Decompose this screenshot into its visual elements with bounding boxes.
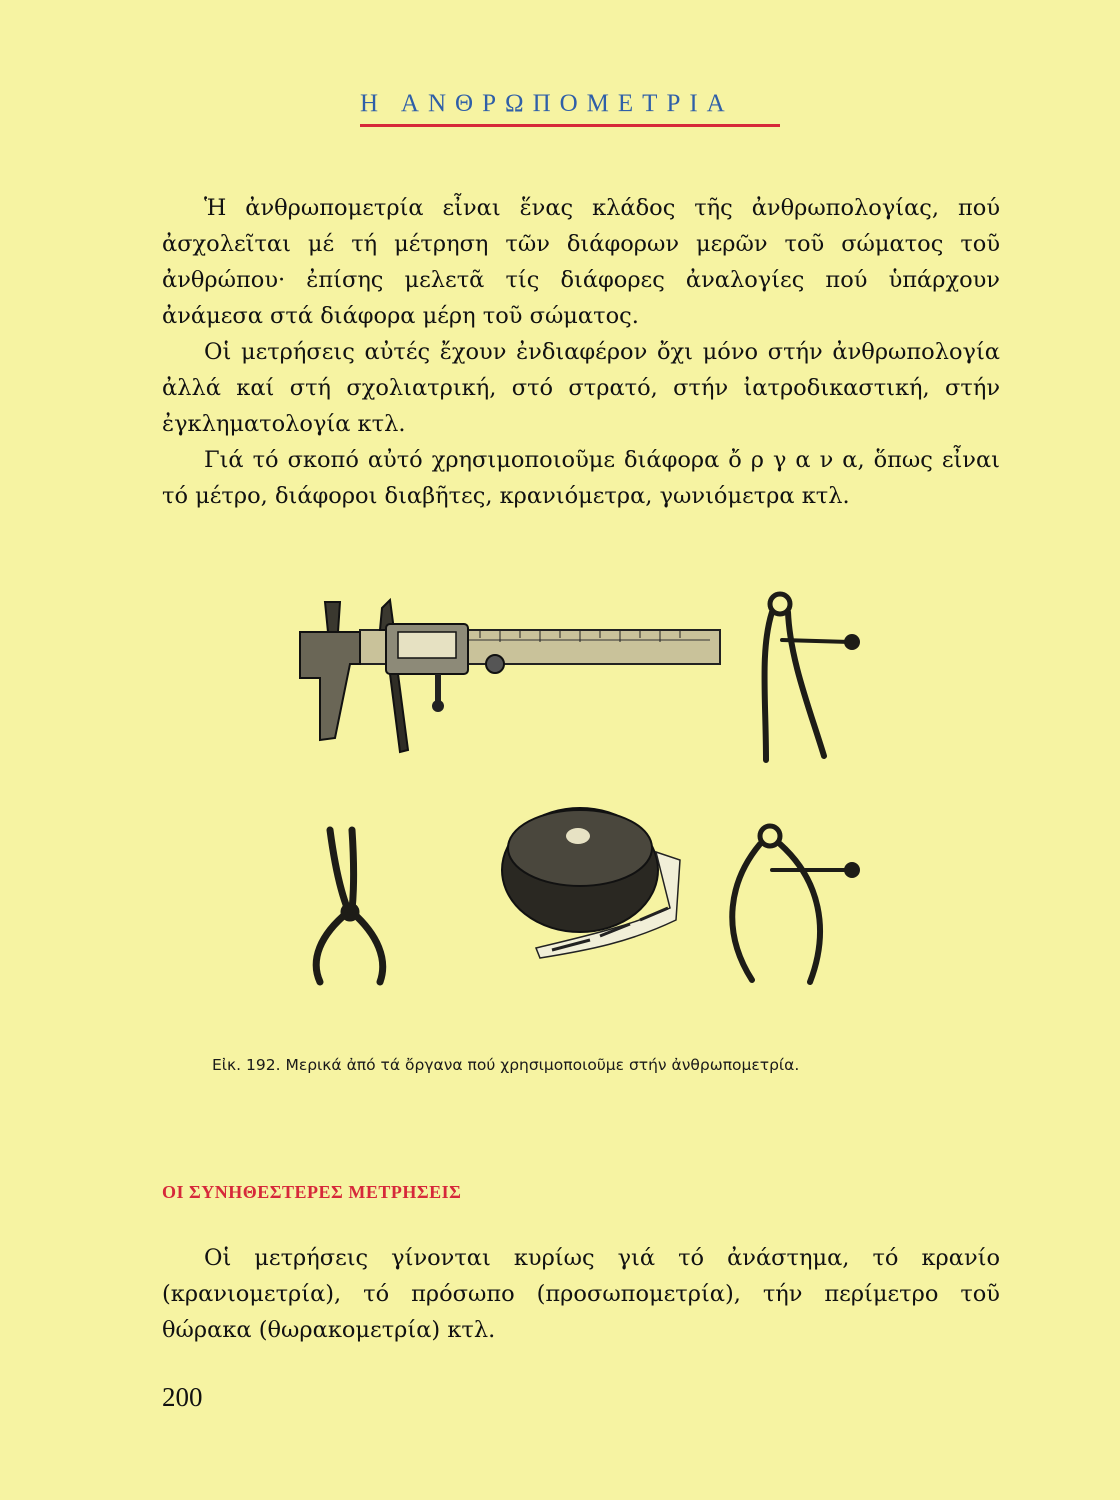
section-heading: ΟΙ ΣΥΝΗΘΕΣΤΕΡΕΣ ΜΕΤΡΗΣΕΙΣ bbox=[162, 1182, 462, 1202]
figure-caption: Εἰκ. 192. Μερικά ἀπό τά ὄργανα πού χρησιμοποιοῦμε στήν ἀνθρωπομετρία. bbox=[212, 1056, 800, 1074]
running-head: Η ΑΝΘΡΩΠΟΜΕΤΡΙΑ bbox=[360, 90, 734, 117]
running-head-rule bbox=[360, 124, 780, 127]
instruments-figure bbox=[290, 590, 890, 1020]
section-paragraph: Οἱ μετρήσεις γίνονται κυρίως γιά τό ἀνάστημα, τό κρανίο (κρανιομετρία), τό πρόσωπο (προσωπομετρία), τήν περίμετρο τοῦ θώρακα (θωρακομετρία) κτλ. bbox=[162, 1245, 1000, 1343]
spreading-caliper-top-illustration bbox=[765, 594, 858, 760]
instruments-illustration bbox=[290, 590, 890, 1020]
pincer-caliper-illustration bbox=[316, 830, 382, 982]
tape-measure-illustration bbox=[502, 808, 680, 958]
page-number: 200 bbox=[162, 1382, 203, 1412]
paragraph-3: Γιά τό σκοπό αὐτό χρησιμοποιοῦμε διάφορα ὄ ρ γ α ν α, ὅπως εἶναι τό μέτρο, διάφοροι διαβῆτες, κρανιόμετρα, γωνιόμετρα κτλ. bbox=[162, 447, 1000, 509]
paragraph-2: Οἱ μετρήσεις αὐτές ἔχουν ἐνδιαφέρον ὄχι μόνο στήν ἀνθρωπολογία ἀλλά καί στή σχολιατρική, στό στρατό, στήν ἰατροδικαστική, στήν ἐγκληματολογία κτλ. bbox=[162, 339, 1000, 437]
spreading-caliper-bottom-illustration bbox=[732, 826, 857, 982]
paragraph-1: Ἡ ἀνθρωπομετρία εἶναι ἕνας κλάδος τῆς ἀνθρωπολογίας, πού ἀσχολεῖται μέ τή μέτρηση τῶν διάφορων μερῶν τοῦ σώματος τοῦ ἀνθρώπου· ἐπίσης μελετᾶ τίς διάφορες ἀναλογίες πού ὑπάρχουν ἀνάμεσα στά διάφορα μέρη τοῦ σώματος. bbox=[162, 195, 1000, 329]
caliper-illustration bbox=[300, 600, 720, 752]
